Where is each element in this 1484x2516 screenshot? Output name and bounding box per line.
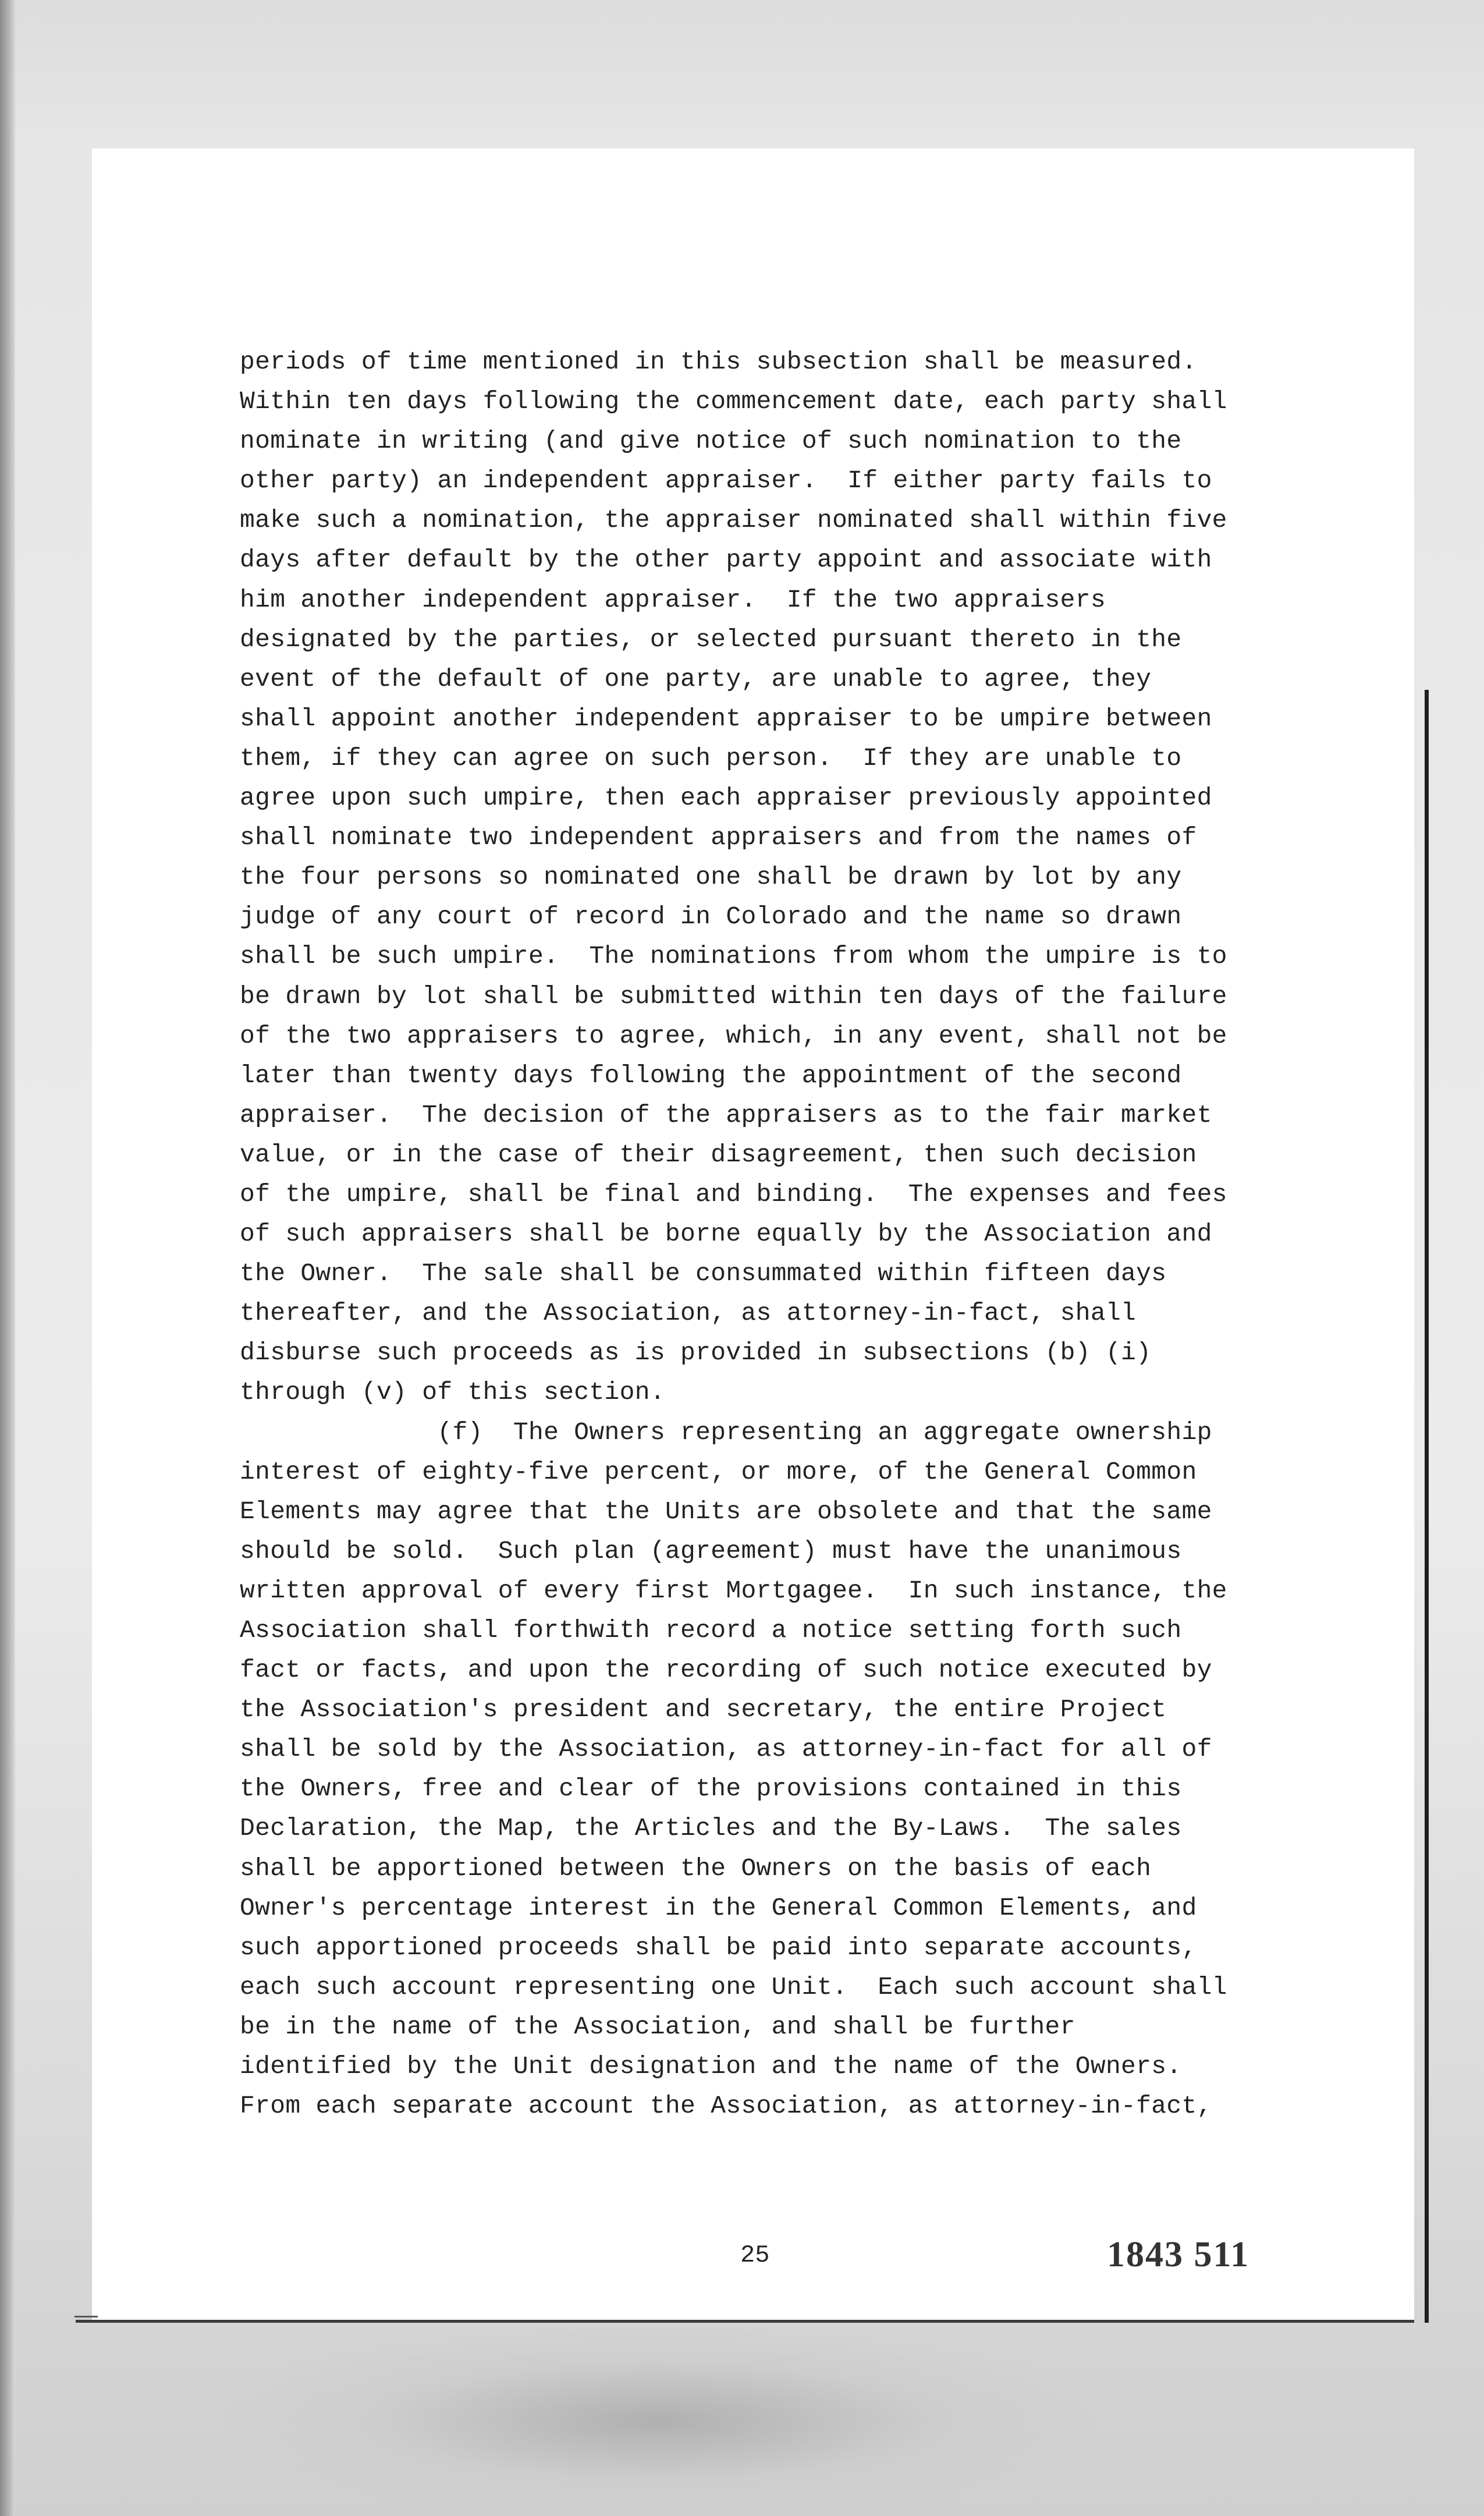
scan-smudge: [221, 2329, 1094, 2515]
text-line: Within ten days following the commencement date, each party shall: [240, 387, 1227, 416]
text-line: him another independent appraiser. If the two appraisers: [240, 585, 1106, 614]
text-line: disburse such proceeds as is provided in subsections (b) (i): [240, 1338, 1152, 1367]
text-line: should be sold. Such plan (agreement) must have the unanimous: [240, 1536, 1182, 1565]
text-line: other party) an independent appraiser. If either party fails to: [240, 466, 1212, 495]
text-line: event of the default of one party, are unable to agree, they: [240, 664, 1152, 693]
text-line: the four persons so nominated one shall be drawn by lot by any: [240, 863, 1182, 892]
text-line: through (v) of this section.: [240, 1378, 665, 1407]
text-line: Elements may agree that the Units are obsolete and that the same: [240, 1497, 1212, 1526]
text-line: shall be such umpire. The nominations from whom the umpire is to: [240, 942, 1227, 971]
body-text: [240, 342, 1264, 2126]
text-line: periods of time mentioned in this subsection shall be measured.: [240, 348, 1197, 376]
page-edge-bar: [1425, 690, 1429, 2323]
text-line: them, if they can agree on such person. If they are unable to: [240, 743, 1182, 772]
text-line: fact or facts, and upon the recording of such notice executed by: [240, 1656, 1212, 1685]
margin-tick: [74, 2316, 98, 2317]
text-line: such apportioned proceeds shall be paid into separate accounts,: [240, 1933, 1197, 1962]
text-line: From each separate account the Association, as attorney-in-fact,: [240, 2092, 1212, 2121]
text-line: value, or in the case of their disagreement, then such decision: [240, 1140, 1197, 1169]
text-line: of the two appraisers to agree, which, in any event, shall not be: [240, 1021, 1227, 1050]
text-line: of such appraisers shall be borne equally by the Association and: [240, 1220, 1212, 1249]
text-line: (f) The Owners representing an aggregate ownership: [240, 1418, 1212, 1447]
text-line: be in the name of the Association, and shall be further: [240, 2012, 1075, 2041]
text-line: thereafter, and the Association, as attorney-in-fact, shall: [240, 1299, 1137, 1328]
page-number: 25: [740, 2241, 770, 2269]
text-line: make such a nomination, the appraiser nominated shall within five: [240, 506, 1227, 535]
text-line: the Owner. The sale shall be consummated within fifteen days: [240, 1259, 1167, 1288]
text-line: Declaration, the Map, the Articles and the By-Laws. The sales: [240, 1814, 1182, 1843]
text-line: judge of any court of record in Colorado and the name so drawn: [240, 902, 1182, 931]
text-line: shall be sold by the Association, as attorney-in-fact for all of: [240, 1735, 1212, 1764]
text-line: later than twenty days following the appointment of the second: [240, 1061, 1182, 1090]
page-bottom-edge: [76, 2320, 1414, 2323]
text-line: be drawn by lot shall be submitted within ten days of the failure: [240, 981, 1227, 1011]
text-line: shall be apportioned between the Owners on the basis of each: [240, 1854, 1152, 1883]
text-line: Association shall forthwith record a notice setting forth such: [240, 1616, 1182, 1645]
scan-left-edge: [0, 0, 15, 2516]
text-line: the Owners, free and clear of the provisions contained in this: [240, 1774, 1182, 1803]
text-line: identified by the Unit designation and the name of the Owners.: [240, 2052, 1182, 2081]
text-line: nominate in writing (and give notice of such nomination to the: [240, 427, 1182, 456]
text-line: appraiser. The decision of the appraisers as to the fair market: [240, 1100, 1212, 1129]
text-line: of the umpire, shall be final and binding. The expenses and fees: [240, 1179, 1227, 1209]
text-line: Owner's percentage interest in the General Common Elements, and: [240, 1893, 1197, 1922]
text-line: the Association's president and secretary, the entire Project: [240, 1695, 1167, 1724]
text-line: interest of eighty-five percent, or more, of the General Common: [240, 1457, 1197, 1486]
text-line: agree upon such umpire, then each appraiser previously appointed: [240, 784, 1212, 813]
text-line: written approval of every first Mortgagee. In such instance, the: [240, 1576, 1227, 1605]
text-line: days after default by the other party appoint and associate with: [240, 545, 1212, 575]
book-page-stamp: 1843 511: [1107, 2235, 1250, 2274]
text-line: each such account representing one Unit. Each such account shall: [240, 1972, 1227, 2001]
text-line: designated by the parties, or selected pursuant thereto in the: [240, 625, 1182, 654]
text-line: shall appoint another independent appraiser to be umpire between: [240, 704, 1212, 733]
text-line: shall nominate two independent appraisers and from the names of: [240, 823, 1197, 852]
